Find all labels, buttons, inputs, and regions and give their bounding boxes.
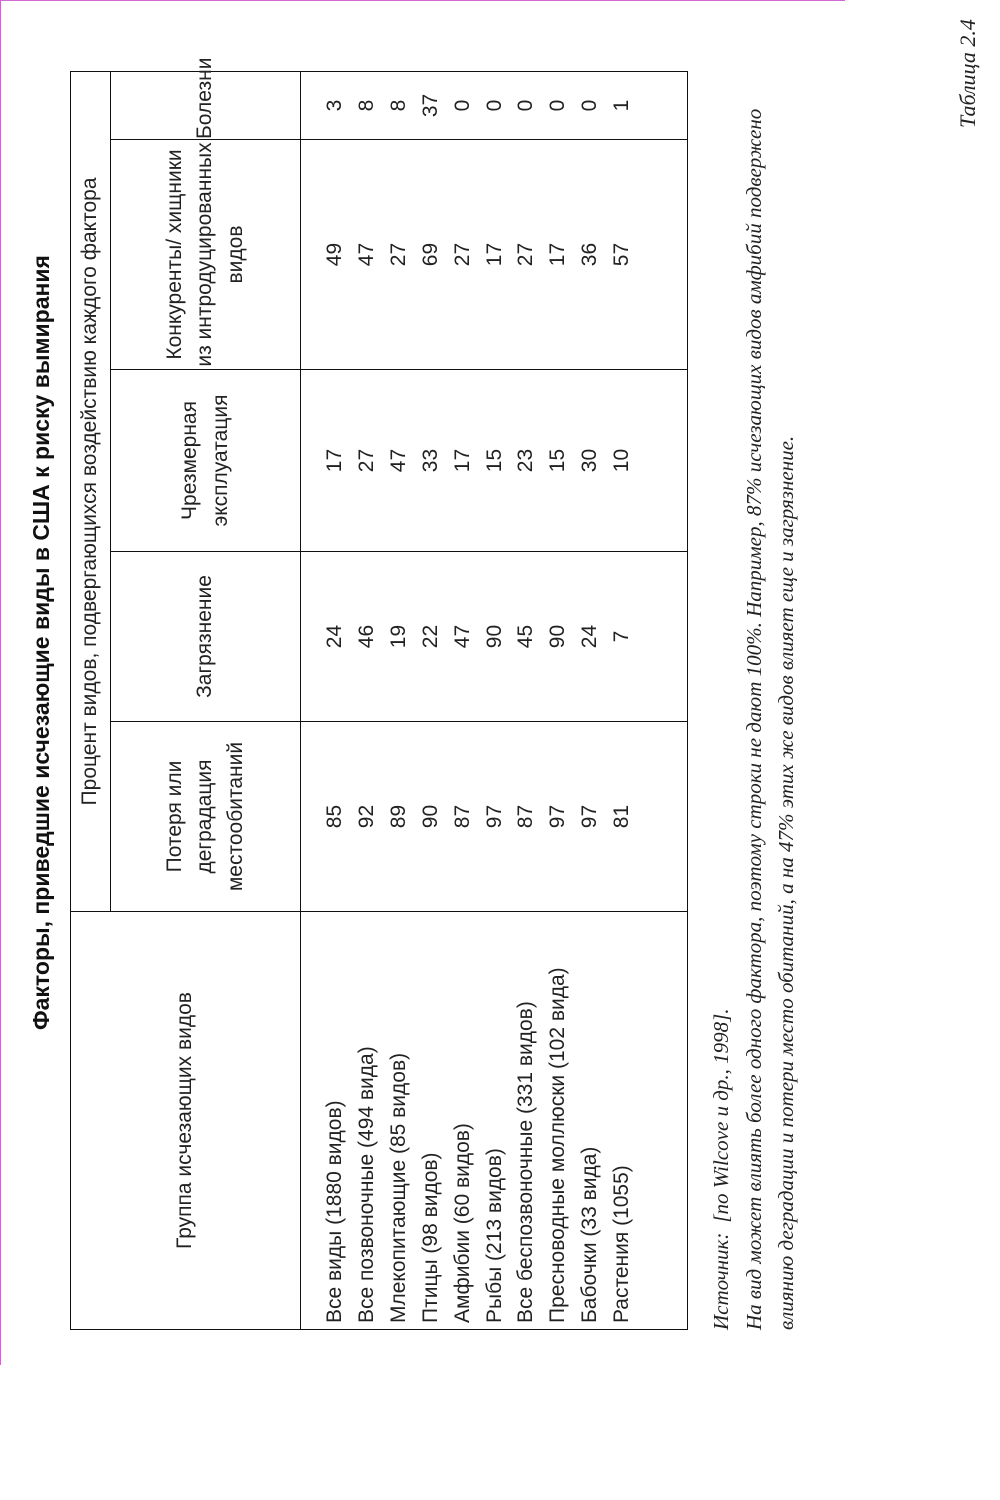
value-cell: 8 — [354, 99, 378, 112]
value-cell: 47 — [354, 242, 378, 267]
value-cell: 7 — [610, 630, 634, 643]
value-cell: 89 — [386, 804, 410, 829]
value-cell: 30 — [578, 448, 602, 473]
value-cell: 17 — [482, 242, 506, 267]
source-text: [по Wilcove и др., 1998]. — [709, 1008, 733, 1223]
group-name: Млекопитающие (85 видов) — [386, 1052, 410, 1323]
value-cell: 15 — [482, 448, 506, 473]
value-cell: 90 — [546, 624, 570, 649]
header-pollution: Загрязнение — [111, 552, 301, 722]
habitat-loss-values — [301, 722, 688, 912]
group-name: Все позвоночные (494 вида) — [354, 1046, 378, 1323]
value-cell: 3 — [323, 99, 346, 112]
header-introduced-species: Конкуренты/ хищники из интродуцированных видов — [111, 140, 301, 370]
group-name: Растения (1055) — [610, 1165, 634, 1323]
value-cell: 27 — [386, 242, 410, 267]
value-cell: 17 — [546, 242, 570, 267]
header-disease: Болезни — [111, 71, 301, 139]
value-cell: 46 — [354, 624, 378, 649]
pollution-values — [301, 552, 688, 722]
source-label: Источник: — [709, 1232, 733, 1330]
group-names-cell — [301, 912, 688, 1330]
value-cell: 0 — [514, 99, 538, 112]
value-cell: 47 — [450, 624, 474, 649]
header-habitat-loss: Потеря или деградация местообитаний — [111, 722, 301, 912]
value-cell: 0 — [450, 99, 474, 112]
table-title: Факторы, приведшие исчезающие виды в США к риску вымирания — [28, 255, 54, 1030]
group-name: Все виды (1880 видов) — [323, 1100, 346, 1323]
value-cell: 17 — [323, 448, 346, 473]
value-cell: 81 — [610, 804, 634, 829]
value-cell: 49 — [323, 242, 346, 267]
group-column-header: Группа исчезающих видов — [71, 912, 301, 1330]
value-cell: 27 — [450, 242, 474, 267]
value-cell: 90 — [482, 624, 506, 649]
factor-super-header: Процент видов, подвергающихся воздействию каждого фактора — [71, 71, 111, 911]
introduced-species-values — [301, 140, 688, 370]
value-cell: 47 — [386, 448, 410, 473]
value-cell: 33 — [418, 448, 442, 473]
value-cell: 0 — [546, 99, 570, 112]
disease-values — [301, 71, 688, 139]
value-cell: 37 — [418, 93, 442, 118]
value-cell: 23 — [514, 448, 538, 473]
header-overexploitation: Чрезмерная эксплуатация — [111, 370, 301, 552]
value-cell: 92 — [354, 804, 378, 829]
group-name: Пресноводные моллюски (102 вида) — [546, 967, 570, 1323]
value-cell: 27 — [354, 448, 378, 473]
value-cell: 90 — [418, 804, 442, 829]
value-cell: 87 — [450, 804, 474, 829]
overexploitation-values — [301, 370, 688, 552]
group-name: Рыбы (213 видов) — [482, 1148, 506, 1323]
table-body-row — [301, 71, 688, 1329]
value-cell: 22 — [418, 624, 442, 649]
value-cell: 36 — [578, 242, 602, 267]
factors-table — [70, 57, 688, 1330]
table-caption: Таблица 2.4 — [955, 19, 980, 128]
value-cell: 17 — [450, 448, 474, 473]
value-cell: 57 — [610, 242, 634, 267]
value-cell: 69 — [418, 242, 442, 267]
value-cell: 19 — [386, 624, 410, 649]
group-name: Птицы (98 видов) — [418, 1152, 442, 1323]
value-cell: 24 — [578, 624, 602, 649]
group-name: Амфибии (60 видов) — [450, 1123, 474, 1323]
value-cell: 97 — [546, 804, 570, 829]
footnote: На вид может влиять более одного фактора, поэтому строки не дают 100%. Например, 87% исчезающих видов амфибий подвержено влиянию деградации и потери место обитаний, а на 47% этих же видов влияет еще и загрязнение. — [741, 108, 799, 1330]
value-cell: 24 — [323, 624, 346, 649]
value-cell: 15 — [546, 448, 570, 473]
value-cell: 0 — [578, 99, 602, 112]
value-cell: 8 — [386, 99, 410, 112]
value-cell: 1 — [610, 99, 634, 112]
value-cell: 0 — [482, 99, 506, 112]
value-cell: 85 — [323, 804, 346, 829]
group-name: Бабочки (33 вида) — [578, 1146, 602, 1323]
value-cell: 87 — [514, 804, 538, 829]
value-cell: 27 — [514, 242, 538, 267]
value-cell: 45 — [514, 624, 538, 649]
group-name: Все беспозвоночные (331 видов) — [514, 1001, 538, 1323]
value-cell: 97 — [578, 804, 602, 829]
value-cell: 10 — [610, 448, 634, 473]
value-cell: 97 — [482, 804, 506, 829]
table-notes — [705, 95, 803, 1330]
source-line — [705, 95, 738, 1330]
